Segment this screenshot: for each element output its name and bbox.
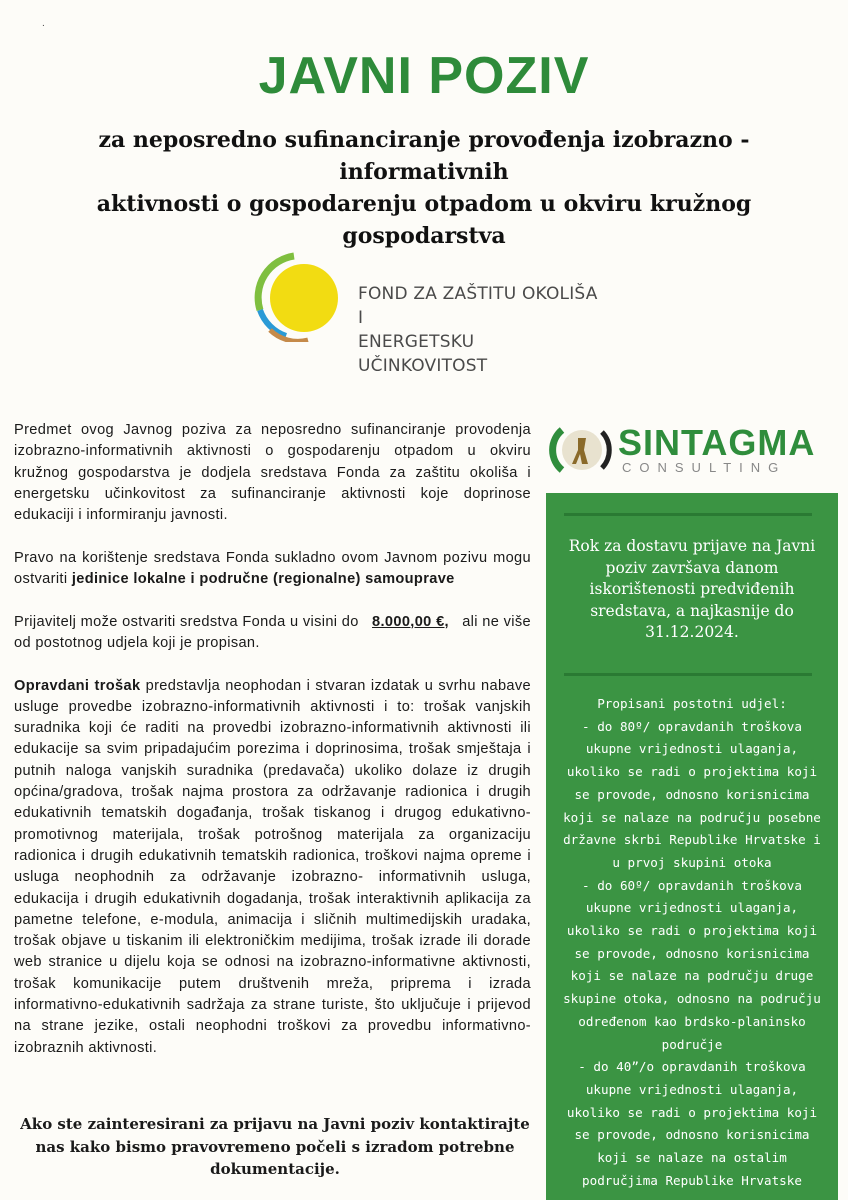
emblem-arc-right	[602, 432, 609, 468]
subtitle-line-2: aktivnosti o gospodarenju otpadom u okviru kružnog gospodarstva	[96, 191, 752, 249]
eligibility-bold: jedinice lokalne i područne (regionalne) samouprave	[71, 571, 455, 588]
sintagma-logo	[548, 420, 830, 480]
sintagma-name: SINTAGMA	[618, 422, 816, 463]
paragraph-eligibility	[14, 548, 531, 591]
fond-sun	[270, 264, 338, 332]
paragraph-costs	[14, 676, 531, 1059]
page-subtitle	[20, 124, 828, 252]
emblem-arc-left	[553, 430, 562, 470]
fond-name	[358, 282, 604, 378]
costs-text: predstavlja neophodan i stvaran izdatak u svrhu nabave usluge provedbe izobrazno-informativnih aktivnosti i to: trošak vanjskih suradnika koji će raditi na provedbi izobrazno-informativnih aktivnosti ili edukacije sa svim pripadajućim porezima i doprinosima, trošak smještaja i putnih naloga vanjskih suradnika (predavača) ukoliko dolaze iz drugih općina/gradova, trošak najma prostora za održavanje radionica i drugih edukativnih tematskih događanja, trošak tiskanog i drugog edukativno-promotivnog materijala, trošak potrošnog materijala za organizaciju radionica i drugih edukativnih tematskih radionica, troškovi najma opreme i usluga neophodnih za održavanje izobrazno- informativnih usluga, edukacija i drugih edukativnih dogadanja, trošak interaktivnih aplikacija za pametne telefone, e-modula, animacija i sličnih multimedijskih uradaka, trošak objave u tiskanim ili elektroničkim medijima, trošak izrade ili dorade web stranice u dijelu koja se odnosi na izobrazno-informativne aktivnosti, trošak komunikacije putem društvenih mreža, priprema i izrada informativno-edukativnih sadržaja za strane turiste, što uključuje i prijevod na strane jezike, ostali neophodni troškovi za provedbu informativno-izobraznih aktivnosti.	[14, 677, 531, 1056]
paragraph-amount	[14, 612, 536, 655]
fond-name-line-1: FOND ZA ZAŠTITU OKOLIŠA I	[358, 284, 598, 328]
eligibility-text: Pravo na korištenje sredstava Fonda sukladno ovom Javnom pozivu mogu ostvariti	[14, 549, 531, 588]
rates-text: Propisani postotni udjel: - do 80º/ opravdanih troškova ukupne vrijednosti ulaganja, ukoliko se radi o projektima koji se provode, odnosno korisnicima koji se nalaze na području posebne državne skrbi Republike Hrvatske i u prvoj skupini otoka - do 60º/ opravdanih troškova ukupne vrijednosti ulaganja, ukoliko se radi o projektima koji se provode, odnosno korisnicima koji se nalaze na području druge skupine otoka, odnosno na području određenom kao brdsko-planinsko područje - do 40”/o opravdanih troškova ukupne vrijednosti ulaganja, ukoliko se radi o projektima koji se provode, odnosno korisnicima koji se nalaze na ostalim područjima Republike Hrvatske	[563, 696, 821, 1188]
sidebar-rule-top	[564, 513, 812, 516]
main-text	[14, 420, 536, 1080]
costs-bold: Opravdani trošak	[14, 677, 141, 694]
subtitle-line-1: za neposredno sufinanciranje provođenja izobrazno - informativnih	[98, 127, 750, 185]
sintagma-sub: CONSULTING	[622, 460, 787, 475]
amount-text-end: ali ne više od postotnog udjela koji je propisan.	[14, 613, 536, 651]
amount-text-start: Prijavitelj može ostvariti sredstva Fonda u visini do	[14, 613, 373, 630]
sidebar-rule-middle	[564, 673, 812, 676]
fond-sun-icon	[254, 252, 354, 342]
amount-value: 8.000,00 €,	[372, 613, 449, 630]
page-title: JAVNI POZIV	[258, 47, 590, 105]
deadline-text: Rok za dostavu prijave na Javni poziv završava danom iskorištenosti predviđenih sredstava, a najkasnije do 31.12.2024.	[568, 537, 816, 642]
sintagma-emblem-icon	[548, 420, 616, 480]
info-sidebar	[546, 493, 838, 1200]
page-dot: .	[42, 18, 45, 29]
paragraph-subject: Predmet ovog Javnog poziva za neposredno sufinanciranje provodenja izobrazno-informativnih aktivnosti o gospodarenju otpadom u okviru kružnog gospodarstva je dodjela sredstava Fonda za zaštitu okoliša i energetsku učinkovitost za sufinanciranje aktivnosti koje doprinose edukaciji i informiranju javnosti.	[14, 422, 531, 524]
fond-logo	[254, 252, 604, 376]
fond-name-line-2: ENERGETSKU UČINKOVITOST	[358, 332, 488, 376]
closing-note: Ako ste zainteresirani za prijavu na Javni poziv kontaktirajte nas kako bismo pravovremeno počeli s izradom potrebne dokumentacije.	[20, 1115, 530, 1178]
